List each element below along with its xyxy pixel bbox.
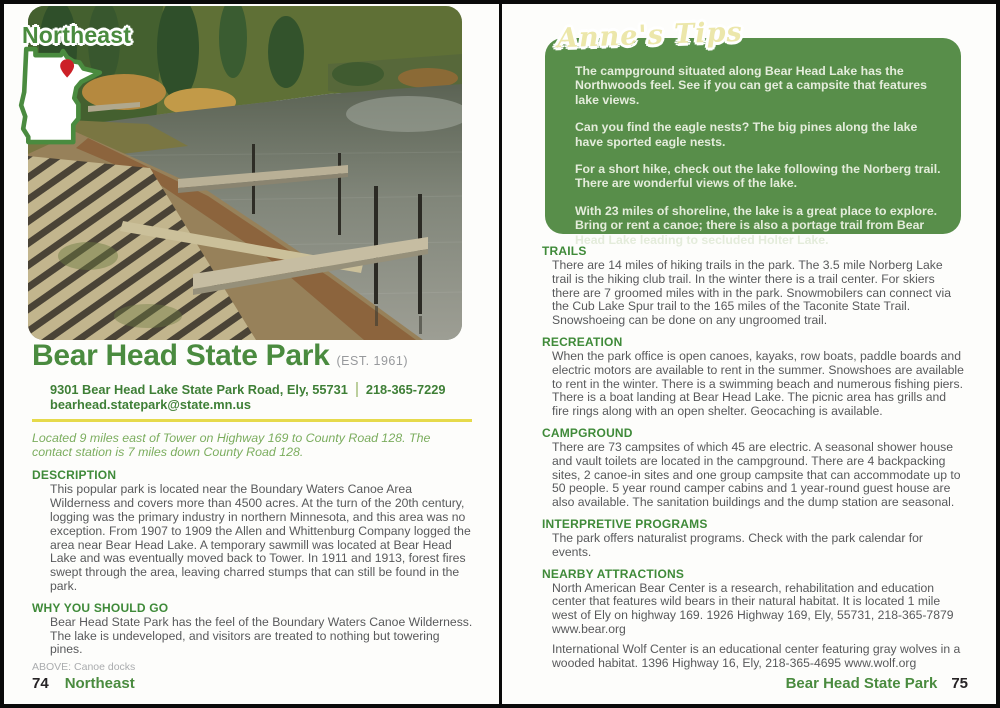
section-heading: DESCRIPTION — [32, 468, 117, 483]
page-title — [32, 340, 474, 377]
established-year: (EST. 1961) — [336, 354, 409, 368]
section-body: There are 73 campsites of which 45 are electric. A seasonal shower house and vault toilets are located in the campground. There are 4 backpacking sites, 2 canoe-in sites and one group campsite that can accommodate up to 50 people. 5 year round camper cabins and 1 year-round guest house are also available. The sanitation buildings and the dump station are seasonal. — [552, 439, 961, 510]
section-heading: NEARBY ATTRACTIONS — [542, 566, 685, 581]
section-heading: CAMPGROUND — [542, 425, 633, 440]
park-address: 9301 Bear Head Lake State Park Road, Ely, 55731 — [50, 382, 348, 397]
footer-region-label: Northeast — [64, 675, 135, 692]
section-body: There are 14 miles of hiking trails in the park. The 3.5 mile Norberg Lake trail is the hiking club trail. In the winter there is a trail center. For skiers there are 7 groomed miles with in the park. Snowmobilers can connect via the Cub Lake Spur trail to the 165 miles of the Taconite State Trail. Snowshoeing can be done on any ungroomed trail. — [552, 258, 951, 328]
left-page-footer — [32, 675, 135, 692]
park-name: Bear Head State Park — [32, 339, 330, 372]
yellow-divider — [32, 419, 472, 422]
section-body: International Wolf Center is an educational center featuring gray wolves in a wooded habitat. 1396 Highway 16, Ely, 218-365-4695 www.wolf.org — [552, 641, 961, 670]
section-heading: TRAILS — [542, 244, 587, 258]
park-phone: 218-365-7229 — [356, 382, 446, 397]
contact-block — [50, 382, 474, 412]
section-body: North American Bear Center is a research, rehabilitation and education center that features wild bears in their natural habitat. It is located 1 mile west of Ely on highway 169. 1926 Highway 169, Ely, 55731, 218-365-7879 www.bear.org — [552, 580, 954, 636]
section-description — [32, 468, 474, 593]
right-page-footer — [786, 675, 968, 692]
directions-text: Located 9 miles east of Tower on Highway 169 to County Road 128. The contact station is 7 miles down County Road 128. — [32, 431, 431, 460]
section-trails — [542, 244, 968, 328]
page-number: 74 — [32, 675, 49, 692]
annes-tips-title: Anne's Tips — [556, 16, 744, 55]
left-page — [4, 4, 499, 704]
section-recreation — [542, 335, 968, 419]
right-text-column — [542, 244, 968, 677]
section-body: Bear Head State Park has the feel of the Boundary Waters Canoe Wilderness. The lake is undeveloped, and visitors are treated to nothing but towering pines. — [50, 614, 473, 657]
section-why-you-should-go — [32, 601, 474, 657]
region-badge: Northeast — [22, 22, 132, 48]
section-interpretive-programs — [542, 517, 968, 560]
tip-item: With 23 miles of shoreline, the lake is a great place to explore. Bring or rent a canoe; there is also a portage trail from Bear Head Lake leading to secluded Holter Lake. — [575, 203, 938, 247]
right-page — [502, 4, 996, 704]
minnesota-map-icon — [14, 46, 108, 148]
annes-tips-body — [545, 38, 961, 247]
tip-item: Can you find the eagle nests? The big pines along the lake have sported eagle nests. — [575, 120, 918, 149]
section-body: This popular park is located near the Boundary Waters Canoe Area Wilderness and covers more than 4500 acres. At the turn of the 20th century, logging was the primary industry in northern Minnesota, and this area was no exception. From 1907 to 1909 the Allen and Whittenburg Company logged the area near Bear Head Lake. A temporary sawmill was located at Bear Head Lake and was eventually moved back to Tower. In 1911 and 1913, forest fires swept through the area, leaving charred stumps that can still be found in the park. — [50, 482, 471, 593]
photo-caption: ABOVE: Canoe docks — [32, 661, 136, 673]
section-heading: WHY YOU SHOULD GO — [32, 600, 169, 615]
tip-item: For a short hike, check out the lake following the Norberg trail. There are wonderful views of the lake. — [575, 162, 941, 191]
tip-item: The campground situated along Bear Head Lake has the Northwoods feel. See if you can get a campsite that features lake views. — [575, 64, 927, 107]
section-body: When the park office is open canoes, kayaks, row boats, paddle boards and electric motors are available to rent in the summer. Snowshoes are available to rent in the winter. There is a swimming beach and numerous fishing piers. There is a boat landing at Bear Head Lake. The picnic area has grills and fire rings along with an open shelter. Geocaching is available. — [552, 348, 964, 419]
section-heading: RECREATION — [542, 334, 623, 349]
section-heading: INTERPRETIVE PROGRAMS — [542, 516, 708, 531]
page-number: 75 — [951, 675, 968, 692]
park-email: bearhead.statepark@state.mn.us — [50, 397, 251, 412]
left-text-column — [32, 340, 474, 664]
section-body: The park offers naturalist programs. Check with the park calendar for events. — [552, 530, 923, 559]
footer-park-label: Bear Head State Park — [785, 675, 938, 692]
annes-tips-box — [545, 16, 961, 247]
section-nearby-attractions — [542, 567, 968, 671]
section-campground — [542, 426, 968, 510]
